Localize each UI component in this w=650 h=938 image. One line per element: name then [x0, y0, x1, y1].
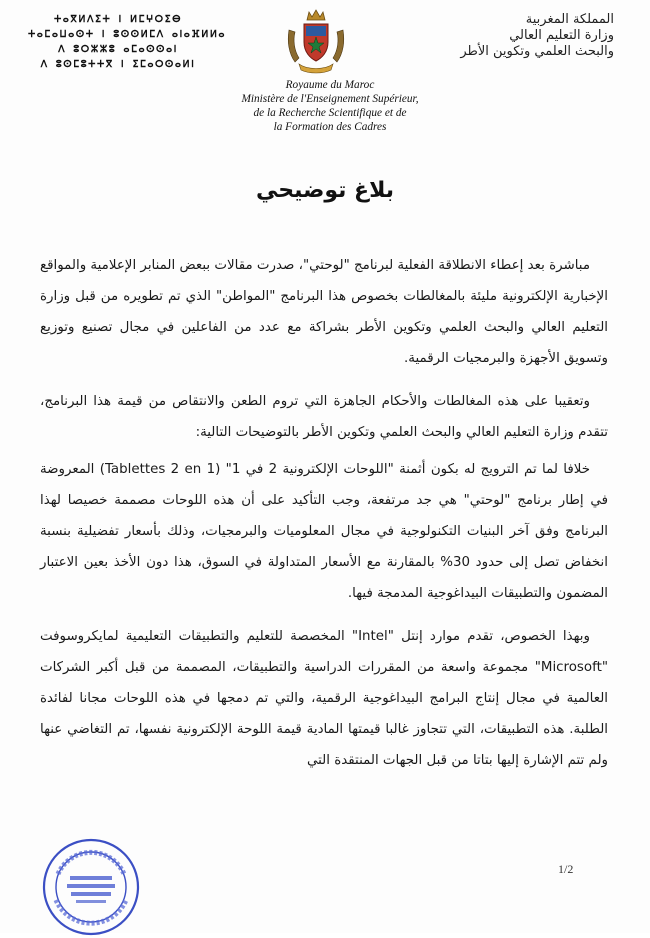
document-body — [40, 250, 608, 788]
header-french-line: la Formation des Cadres — [273, 121, 387, 133]
document-title: بلاغ توضيحي — [255, 178, 395, 203]
header-french-line: de la Recherche Scientifique et de — [253, 107, 407, 119]
body-paragraph: مباشرة بعد إعطاء الانطلاقة الفعلية لبرنامج "لوحتي"، صدرت مقالات ببعض المنابر الإعلامية والمواقع الإخبارية الإلكترونية مليئة بالمغالطات بخصوص هذا البرنامج "المواطن" الذي تم تطويره من قبل وزارة التعليم العالي والبحث العلمي وتكوين الأطر بشراكة مع عدد من الفاعلين في مجال تصنيع وتوزيع وتسويق الأجهزة والبرمجيات الرقمية. — [40, 258, 608, 366]
body-paragraph: وتعقيبا على هذه المغالطات والأحكام الجاهزة التي تروم الطعن والانتقاص من قيمة هذا البرنامج، تتقدم وزارة التعليم العالي والبحث العلمي وتكوين الأطر بالتوضيحات التالية: — [40, 394, 608, 440]
header-tifinagh-line: ⵜⴰⵎⴰⵡⴰⵙⵜ ⵏ ⵓⵙⵙⵍⵎⴷ ⴰⵏⴰⴼⵍⵍⴰ — [28, 29, 227, 40]
header-arabic — [424, 12, 614, 60]
coat-of-arms-icon — [285, 8, 347, 76]
header-french-line: Ministère de l'Enseignement Supérieur, — [241, 93, 419, 105]
header-tifinagh-line: ⵜⴰⴳⵍⴷⵉⵜ ⵏ ⵍⵎⵖⵔⵉⴱ — [53, 14, 183, 25]
header-tifinagh-line: ⴷ ⵓⵔⵣⵣⵓ ⴰⵎⴰⵙⵙⴰⵏ — [58, 44, 178, 55]
header-arabic-line: والبحث العلمي وتكوين الأطر — [460, 44, 614, 59]
page-number: 1/2 — [558, 862, 574, 876]
body-paragraph: وبهذا الخصوص، تقدم موارد إنتل "Intel" المخصصة للتعليم والتطبيقات التعليمية لمايكروسوفت "Microsoft" مجموعة واسعة من المقررات الدراسية والتطبيقات، المصممة من قبل أكبر الشركات العالمية في مجال إنتاج البرامج البيداغوجية الرقمية، والتي تم دمجها في هذه اللوحات مجانا لفائدة الطلبة. هذه التطبيقات، التي تتجاوز غالبا قيمتها المادية قيمة اللوحة الإلكترونية نفسها، تم التغاضي عنها ولم تتم الإشارة إليها بتاتا من قبل الجهات المنتقدة التي — [40, 629, 608, 768]
body-paragraph: خلافا لما تم الترويج له بكون أثمنة "اللوحات الإلكترونية 2 في 1" (Tablettes 2 en 1) المعروضة في إطار برنامج "لوحتي" هي جد مرتفعة، وجب التأكيد على أن هذه اللوحات مصممة خصيصا لهذا البرنامج وفق آخر البنيات التكنولوجية في مجال المعلوميات والبرمجيات، وذلك بأسعار تفضيلية بنسبة انخفاض تصل إلى حدود 30% بالمقارنة مع الأسعار المتداولة في السوق، هذا دون الأخذ بعين الاعتبار المضمون والتطبيقات البيداغوجية المدمجة فيها. — [40, 462, 608, 601]
header-tifinagh-line: ⴷ ⵓⵙⵎⵓⵜⵜⴳ ⵏ ⵉⵎⴰⵔⵙⴰⵍⵏ — [40, 59, 196, 70]
header-french-line: Royaume du Maroc — [285, 79, 375, 91]
header-arabic-line: المملكة المغربية — [525, 12, 614, 27]
header-tifinagh — [28, 12, 227, 72]
header-arabic-line: وزارة التعليم العالي — [509, 28, 614, 43]
header-french — [190, 78, 470, 134]
ministry-stamp-icon — [40, 836, 142, 938]
